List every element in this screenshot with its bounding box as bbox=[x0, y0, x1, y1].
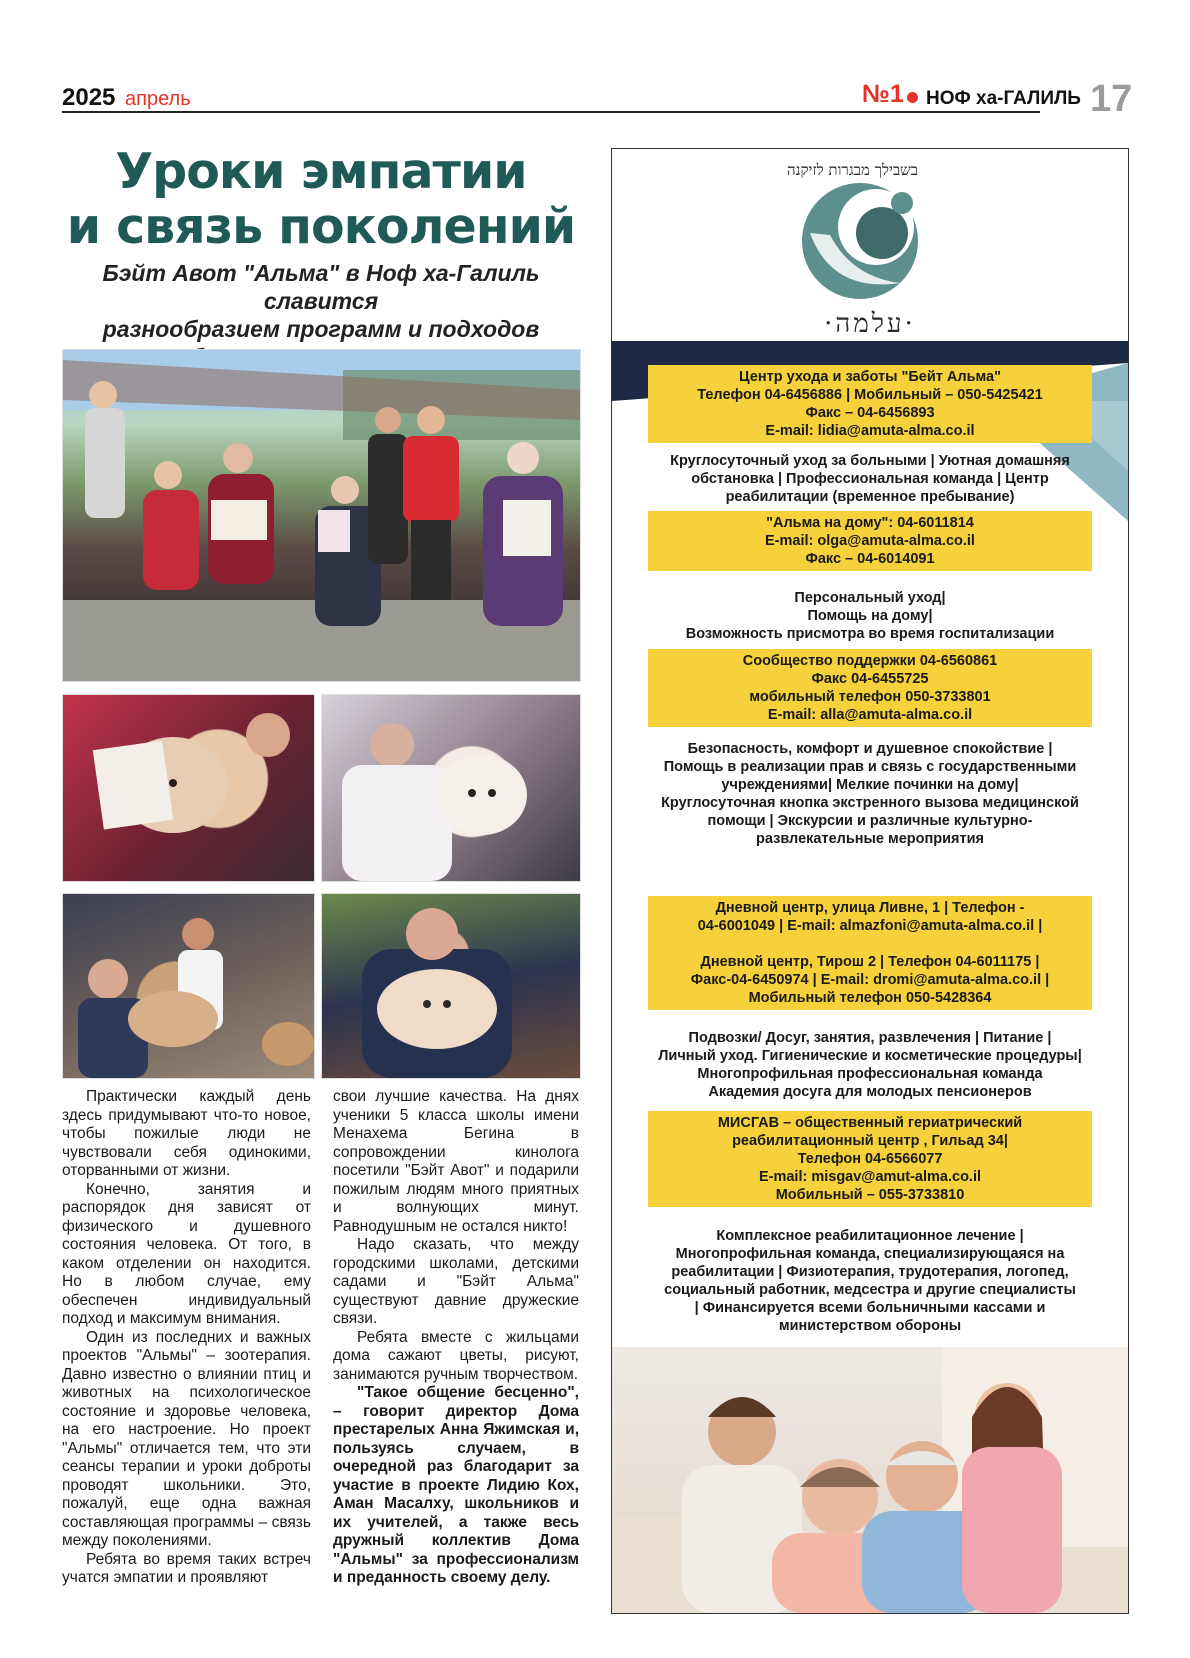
contact-line: Дневной центр, улица Ливне, 1 | Телефон - bbox=[715, 900, 1025, 916]
photo-illustration bbox=[612, 1347, 1128, 1613]
contact-line: Центр ухода и заботы "Бейт Альма" bbox=[739, 369, 1001, 385]
contact-line: E-mail: olga@amuta-alma.co.il bbox=[765, 533, 975, 549]
bullet-dot-icon bbox=[907, 92, 918, 103]
alma-advertisement bbox=[611, 148, 1129, 1614]
contact-line: E-mail: alla@amuta-alma.co.il bbox=[767, 707, 973, 723]
issue-year: 2025 bbox=[62, 84, 116, 111]
issue-month: апрель bbox=[125, 88, 191, 110]
contact-line: реабилитационный центр , Гильад 34| bbox=[732, 1133, 1008, 1149]
photo-happy-family bbox=[612, 1347, 1128, 1613]
contact-line: Сообщество поддержки 04-6560861 bbox=[742, 653, 998, 669]
article-title-line-1: Уроки эмпатии bbox=[115, 143, 527, 200]
paragraph: Один из последних и важных проектов "Альмы" – зоотерапия. Давно известно о влиянии птиц и животных на психологическое состояние и здоровье человека, на его настроение. Но проект "Альмы" отличается тем, что эти сеансы терапии и уроки доброты проводят школьники. Это, пожалуй, еще одна важная составляющая программы – связь между поколениями. bbox=[62, 1328, 311, 1549]
contact-line: Факс-04-6450974 | E-mail: dromi@amuta-alma.co.il | bbox=[690, 972, 1050, 988]
contact-line: Факс – 04-6456893 bbox=[805, 405, 935, 421]
contact-line: 04-6001049 | E-mail: almazfoni@amuta-alma.co.il | bbox=[697, 918, 1043, 934]
contact-line: "Альма на дому": 04-6011814 bbox=[766, 515, 974, 531]
header-rule bbox=[62, 111, 1040, 113]
service-line: социальный работник, медсестра и другие специалисты bbox=[664, 1282, 1076, 1298]
paragraph: Ребята вместе с жильцами дома сажают цветы, рисуют, занимаются ручным творчеством. bbox=[333, 1328, 579, 1383]
article-title-line-2: и связь поколений bbox=[66, 198, 576, 255]
contact-box-misgav bbox=[648, 1111, 1092, 1207]
services-beit-alma bbox=[626, 452, 1114, 506]
service-line: Возможность присмотра во время госпитализации bbox=[685, 626, 1055, 642]
paragraph: Ребята во время таких встреч учатся эмпатии и проявляют bbox=[62, 1550, 311, 1586]
service-line: Многопрофильная команда, специализирующаяся на bbox=[675, 1246, 1065, 1262]
alma-logo-icon bbox=[782, 173, 942, 303]
service-line: Академия досуга для молодых пенсионеров bbox=[708, 1084, 1032, 1100]
issue-number: №1 bbox=[862, 80, 904, 108]
contact-line: Факс 04-6455725 bbox=[811, 671, 929, 687]
contact-line: E-mail: lidia@amuta-alma.co.il bbox=[765, 423, 975, 439]
paragraph: Практически каждый день здесь придумывают что-то новое, чтобы пожилые люди не чувствовали себя одинокими, оторванными от жизни. bbox=[62, 1088, 311, 1179]
photo-illustration bbox=[63, 894, 314, 1078]
photo-illustration bbox=[322, 695, 580, 881]
photo-dog-with-resident-1 bbox=[62, 694, 315, 882]
contact-box-alma-home bbox=[648, 511, 1092, 571]
service-line: реабилитации | Физиотерапия, трудотерапия, логопед, bbox=[671, 1264, 1069, 1280]
service-line: министерством обороны bbox=[778, 1318, 962, 1334]
subtitle-line-1: Бэйт Авот "Альма" в Ноф ха-Галиль славится bbox=[102, 260, 540, 314]
contact-line: МИСГАВ – общественный гериатрический bbox=[717, 1115, 1023, 1131]
contact-line: Дневной центр, Тирош 2 | Телефон 04-6011175 | bbox=[700, 954, 1040, 970]
service-line: Комплексное реабилитационное лечение | bbox=[716, 1228, 1024, 1244]
contact-box-beit-alma bbox=[648, 365, 1092, 443]
service-line: Многопрофильная профессиональная команда bbox=[697, 1066, 1043, 1082]
photo-girl-with-dog-and-resident bbox=[62, 893, 315, 1079]
service-line: обстановка | Профессиональная команда | Центр bbox=[691, 471, 1049, 487]
contact-line: Телефон 04-6456886 | Мобильный – 050-5425421 bbox=[697, 387, 1043, 403]
contact-box-support-community bbox=[648, 649, 1092, 727]
article-column-2 bbox=[333, 1088, 579, 1588]
service-line: | Финансируется всеми больничными кассами и bbox=[694, 1300, 1046, 1316]
article-title bbox=[62, 144, 580, 254]
logo-wordmark: ·עלמה· bbox=[824, 309, 916, 339]
director-quote: "Такое общение бесценно", – говорит директор Дома престарелых Анна Яжимская и, пользуясь случаем, в очередной раз благодарит за участие в проекте Лидию Кох, Аман Масалху, школьников и их учителей, а также весь дружный коллектив Дома "Альмы" за профессионализм и преданность своему делу. bbox=[333, 1384, 579, 1586]
photo-illustration bbox=[322, 894, 580, 1078]
paragraph: Конечно, занятия и распорядок дня зависят от физического и душевного состояния человека. От того, в каком отделении он находится. Но в любом случае, ему обеспечен индивидуальный подход и максимум внимания. bbox=[62, 1180, 311, 1327]
service-line: развлекательные мероприятия bbox=[756, 831, 984, 847]
paragraph: свои лучшие качества. На днях ученики 5 класса школы имени Менахема Бегина в сопровождении кинолога посетили "Бэйт Авот" и подарили пожилым людям много приятных и волнующих минут. Равнодушным не остался никто! bbox=[333, 1088, 579, 1235]
services-support-community bbox=[626, 740, 1114, 848]
services-misgav bbox=[626, 1227, 1114, 1335]
photo-illustration bbox=[63, 350, 580, 681]
contact-box-day-centers bbox=[648, 896, 1092, 1010]
photo-illustration bbox=[63, 695, 314, 881]
service-line: Личный уход. Гигиенические и косметические процедуры| bbox=[658, 1048, 1082, 1064]
paragraph: Надо сказать, что между городскими школами, детскими садами и "Бэйт Альма" существуют давние дружеские связи. bbox=[333, 1236, 579, 1327]
contact-line: Мобильный телефон 050-5428364 bbox=[748, 990, 992, 1006]
service-line: Круглосуточный уход за больными | Уютная домашняя bbox=[670, 453, 1070, 469]
article-column-1 bbox=[62, 1088, 311, 1588]
service-line: Персональный уход| bbox=[794, 590, 946, 606]
service-line: Помощь на дому| bbox=[807, 608, 933, 624]
contact-line: Телефон 04-6566077 bbox=[797, 1151, 943, 1167]
photo-resident-holding-dog bbox=[321, 893, 581, 1079]
services-day-centers bbox=[626, 1029, 1114, 1101]
service-line: учреждениями| Мелкие починки на дому| bbox=[721, 777, 1019, 793]
photo-students-with-residents bbox=[62, 349, 581, 682]
logo-slogan: בשבילך מבגרות לזיקנה bbox=[787, 161, 919, 179]
subtitle-line-2: разнообразием программ и подходов bbox=[102, 316, 540, 342]
service-line: Круглосуточная кнопка экстренного вызова медицинской bbox=[661, 795, 1079, 811]
services-alma-home bbox=[626, 589, 1114, 643]
newspaper-city: НОФ ха-ГАЛИЛЬ bbox=[926, 88, 1081, 109]
service-line: Подвозки/ Досуг, занятия, развлечения | Питание | bbox=[688, 1030, 1052, 1046]
contact-line: E-mail: misgav@amut-alma.co.il bbox=[758, 1169, 982, 1185]
service-line: реабилитации (временное пребывание) bbox=[725, 489, 1015, 505]
photo-dog-with-resident-2 bbox=[321, 694, 581, 882]
contact-line: мобильный телефон 050-3733801 bbox=[749, 689, 991, 705]
service-line: Помощь в реализации прав и связь с государственными bbox=[663, 759, 1077, 775]
contact-line: Факс – 04-6014091 bbox=[805, 551, 935, 567]
page-number: 17 bbox=[1090, 78, 1133, 120]
service-line: помощи | Экскурсии и различные культурно- bbox=[707, 813, 1033, 829]
contact-line: Мобильный – 055-3733810 bbox=[775, 1187, 965, 1203]
contact-line bbox=[648, 935, 1092, 953]
service-line: Безопасность, комфорт и душевное спокойствие | bbox=[687, 741, 1053, 757]
